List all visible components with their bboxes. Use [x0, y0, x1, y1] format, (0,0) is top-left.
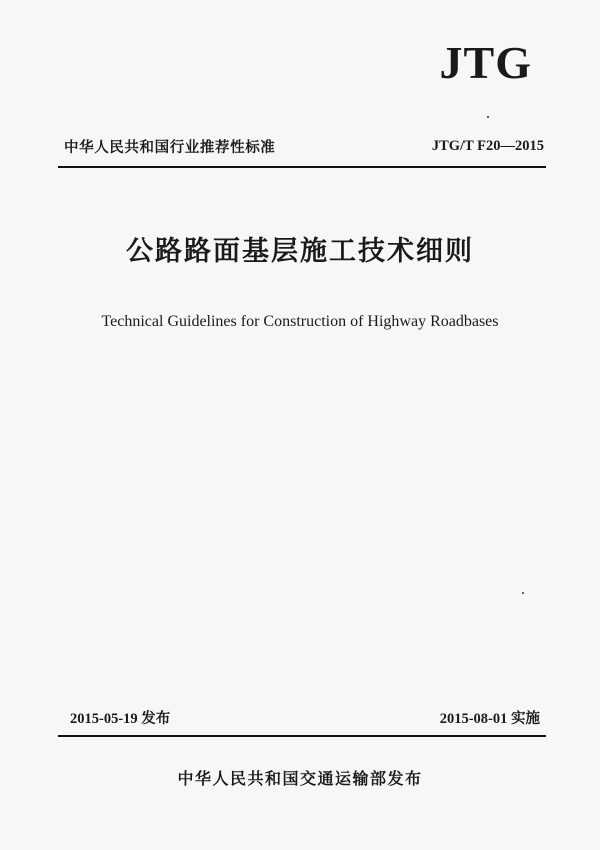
scan-speck — [522, 592, 524, 594]
publish-date: 2015-05-19 发布 — [70, 711, 171, 727]
standard-category: 中华人民共和国行业推荐性标准 — [64, 140, 276, 156]
standard-code: JTG/T F20—2015 — [431, 138, 544, 154]
jtg-logo: JTG — [439, 37, 532, 88]
scan-speck — [487, 116, 489, 118]
publisher: 中华人民共和国交通运输部发布 — [177, 769, 423, 788]
effective-date: 2015-08-01 实施 — [439, 711, 540, 727]
document-title-en: Technical Guidelines for Construction of Highway Roadbases — [101, 313, 499, 330]
top-divider — [58, 166, 546, 168]
document-title-cn: 公路路面基层施工技术细则 — [126, 236, 474, 267]
bottom-divider — [58, 735, 546, 737]
